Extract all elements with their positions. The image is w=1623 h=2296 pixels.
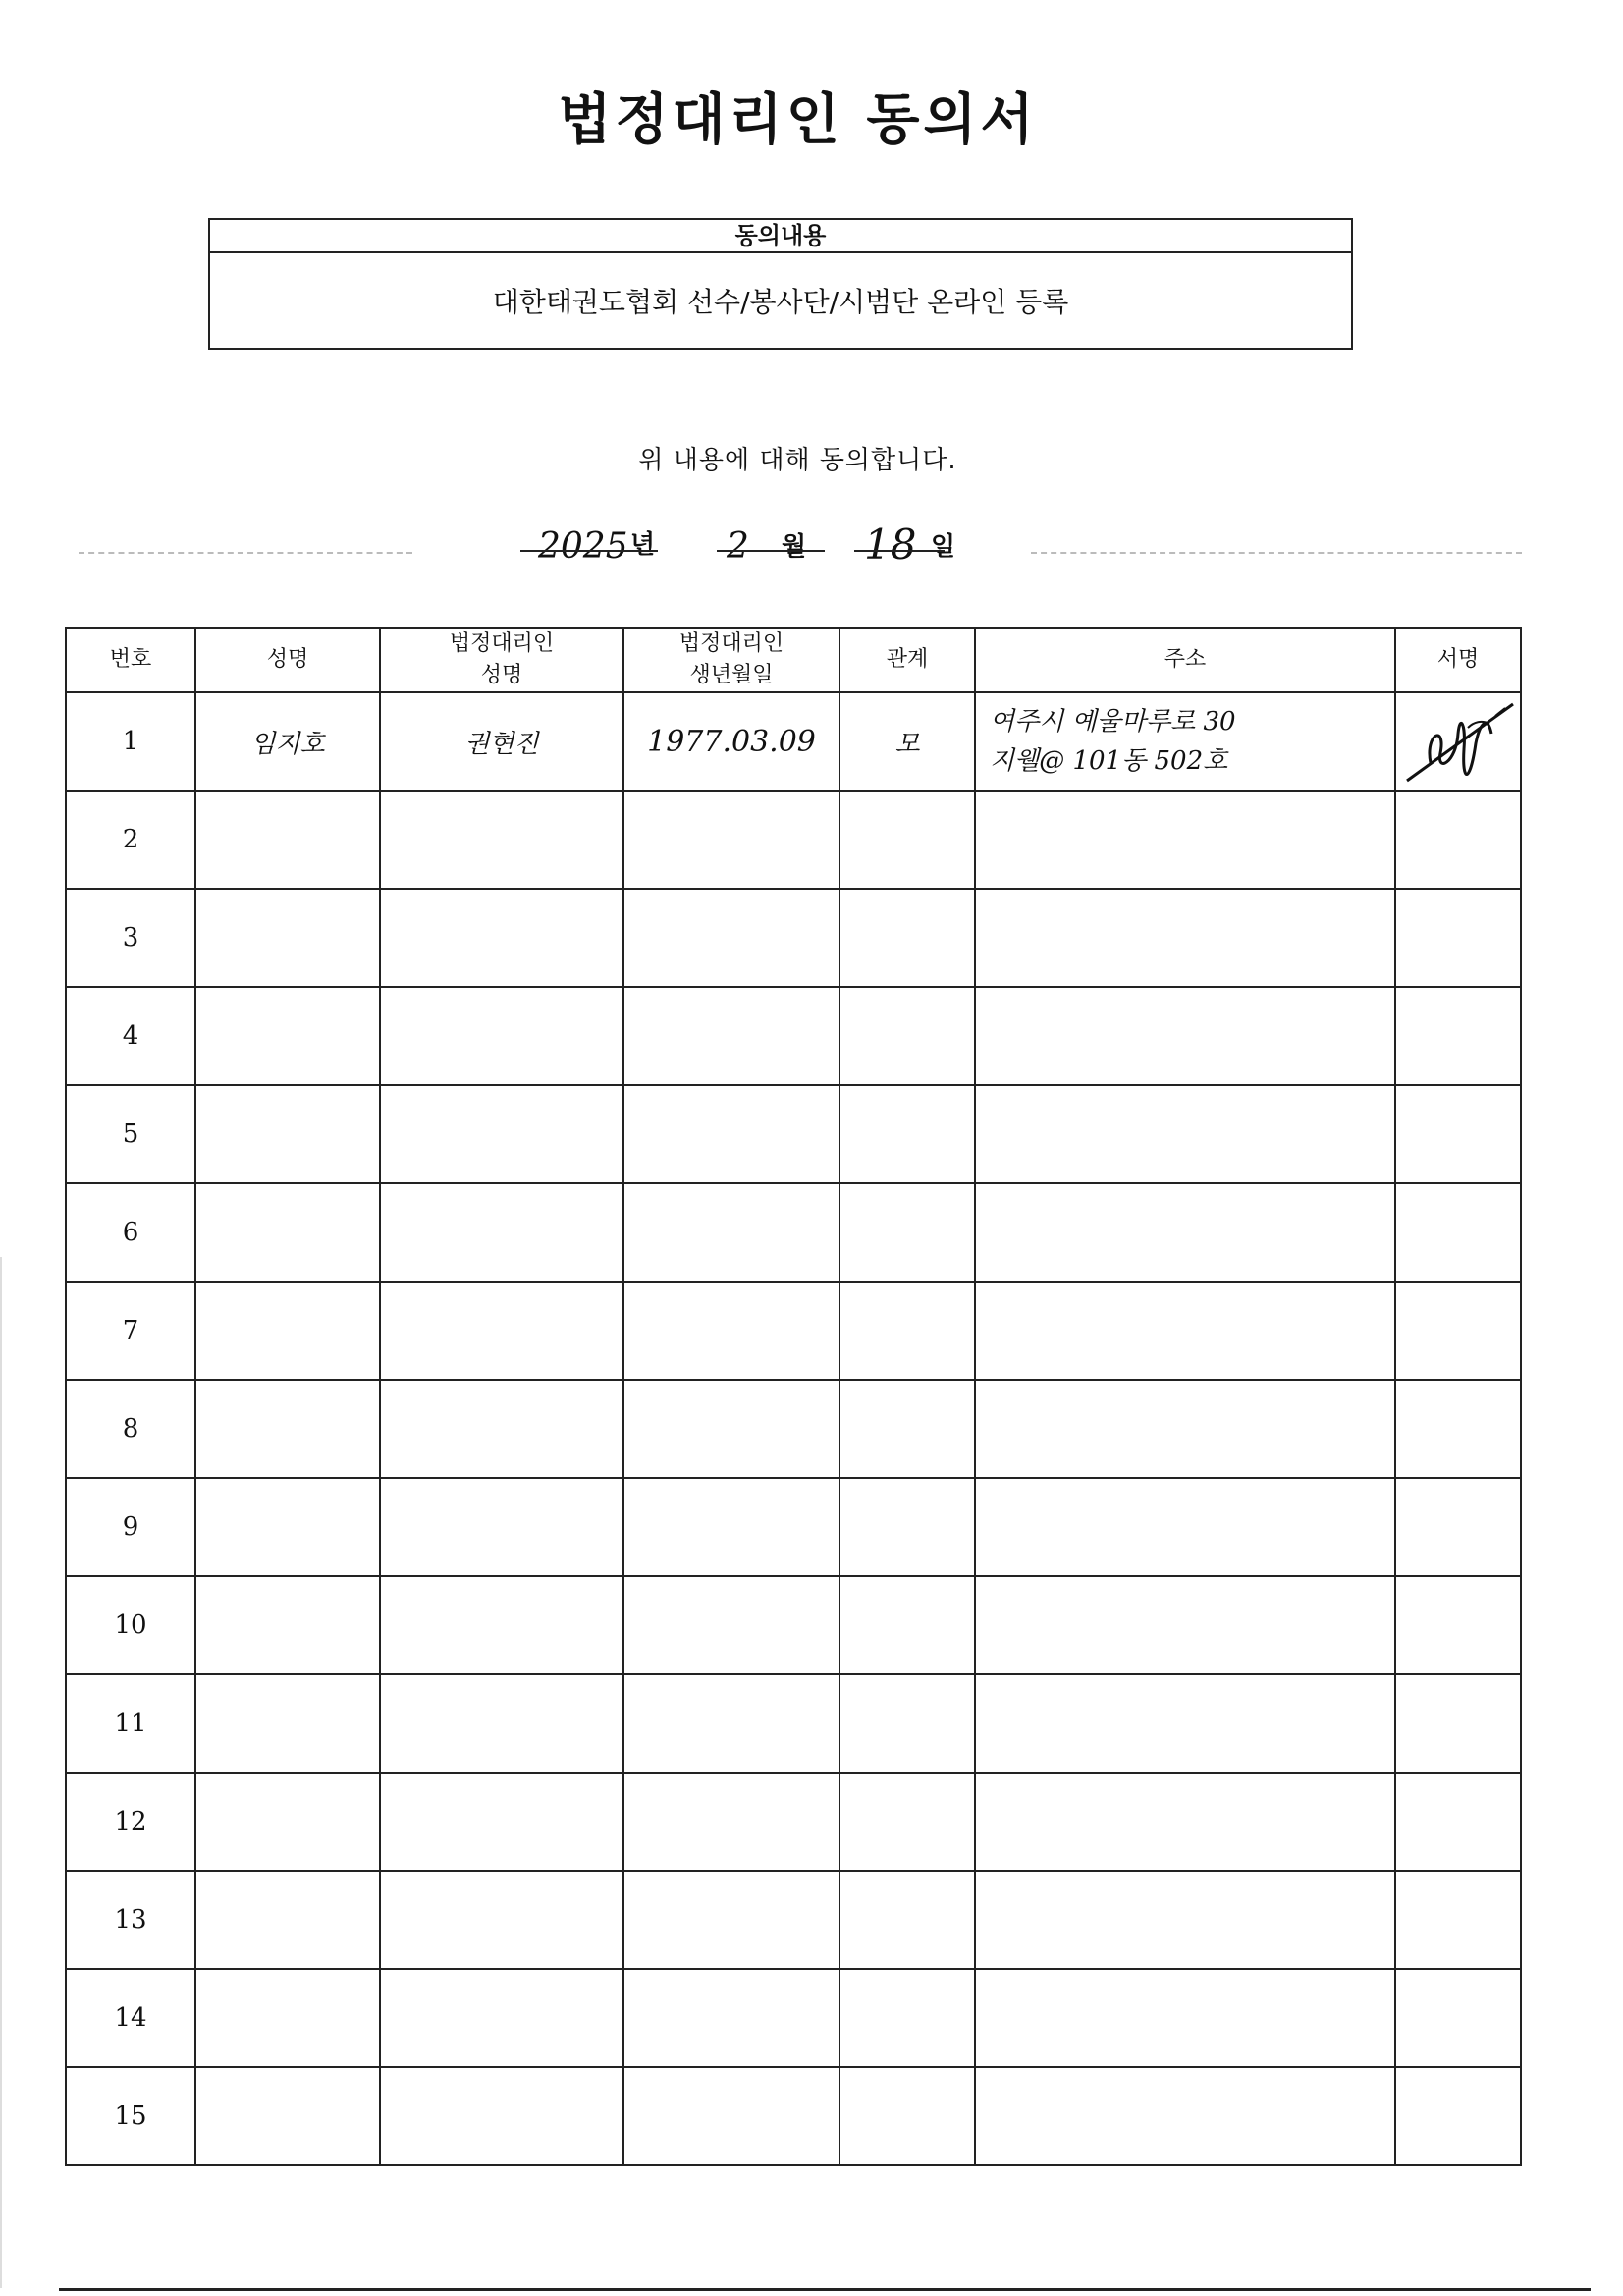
row-guardian-name: [380, 1282, 623, 1380]
row-address: [975, 1380, 1395, 1478]
date-day-label: 일: [931, 532, 956, 562]
header-guardian-name-line2: 성명: [480, 663, 523, 687]
row-guardian-birth: [623, 1282, 839, 1380]
row-address: [975, 987, 1395, 1085]
header-address: 주소: [975, 628, 1395, 692]
header-relation: 관계: [839, 628, 975, 692]
row-guardian-birth: [623, 987, 839, 1085]
row-address: [975, 791, 1395, 889]
row-signature: [1395, 1282, 1521, 1380]
row-guardian-name: [380, 1380, 623, 1478]
row-signature: [1395, 1969, 1521, 2067]
row-number: 5: [66, 1085, 195, 1183]
row-relation: 모: [839, 692, 975, 791]
signature-drawing: [1397, 694, 1519, 789]
table-row: [66, 1871, 1521, 1969]
row-name: [195, 1576, 380, 1674]
row-guardian-birth: [623, 1085, 839, 1183]
row-name: [195, 1183, 380, 1282]
row-address: [975, 889, 1395, 987]
date-month-handwritten: 2: [727, 526, 749, 567]
row-guardian-name: [380, 987, 623, 1085]
table-row: [66, 1674, 1521, 1773]
date-year-handwritten: 2025: [538, 526, 628, 567]
table-row: [66, 1380, 1521, 1478]
header-guardian-name-line1: 법정대리인: [449, 631, 555, 656]
row-name: [195, 1969, 380, 2067]
row-address: [975, 1085, 1395, 1183]
row-signature: [1395, 1478, 1521, 1576]
table-row: [66, 1576, 1521, 1674]
row-guardian-name: [380, 1478, 623, 1576]
row-number: 1: [66, 692, 195, 791]
consent-header: 동의내용: [210, 220, 1351, 253]
row-number: 10: [66, 1576, 195, 1674]
row-signature: [1395, 692, 1521, 791]
table-row: [66, 1773, 1521, 1871]
table-row: [66, 987, 1521, 1085]
registration-table: [65, 627, 1522, 2166]
row-signature: [1395, 1773, 1521, 1871]
row-number: 13: [66, 1871, 195, 1969]
row-guardian-name: [380, 1674, 623, 1773]
row-address: [975, 1674, 1395, 1773]
row-address: [975, 1282, 1395, 1380]
row-number: 3: [66, 889, 195, 987]
row-relation: [839, 1282, 975, 1380]
row-relation: [839, 987, 975, 1085]
agreement-statement: 위 내용에 대해 동의합니다.: [638, 446, 957, 475]
row-guardian-name: [380, 1871, 623, 1969]
row-address: [975, 1183, 1395, 1282]
row-relation: [839, 791, 975, 889]
row-relation: [839, 889, 975, 987]
table-row: [66, 1969, 1521, 2067]
row-number: 12: [66, 1773, 195, 1871]
row-name: [195, 1773, 380, 1871]
row-address: [975, 2067, 1395, 2165]
row-name: [195, 889, 380, 987]
row-relation: [839, 1674, 975, 1773]
row-address: [975, 1969, 1395, 2067]
row-address: [975, 1773, 1395, 1871]
row-address: [975, 692, 1395, 791]
date-day-handwritten: 18: [864, 520, 917, 569]
row-number: 9: [66, 1478, 195, 1576]
date-underline: [520, 550, 658, 552]
row-guardian-birth: [623, 889, 839, 987]
row-address-line1: 여주시 예울마루로 30: [990, 707, 1236, 737]
row-guardian-birth: [623, 1478, 839, 1576]
row-number: 15: [66, 2067, 195, 2165]
row-signature: [1395, 1674, 1521, 1773]
date-dashed-line: [1031, 552, 1522, 554]
row-signature: [1395, 1380, 1521, 1478]
row-relation: [839, 1380, 975, 1478]
signature-mark: [1396, 694, 1520, 789]
header-guardian-birth-line1: 법정대리인: [678, 631, 784, 656]
date-year-label: 년: [630, 530, 656, 560]
table-row: [66, 2067, 1521, 2165]
row-name: [195, 1478, 380, 1576]
row-signature: [1395, 2067, 1521, 2165]
table-row: [66, 692, 1521, 791]
row-number: 11: [66, 1674, 195, 1773]
row-address: [975, 1576, 1395, 1674]
row-signature: [1395, 987, 1521, 1085]
row-number: 6: [66, 1183, 195, 1282]
row-number: 14: [66, 1969, 195, 2067]
row-number: 4: [66, 987, 195, 1085]
header-guardian-birth: [623, 628, 839, 692]
table-row: [66, 1478, 1521, 1576]
row-name: [195, 1085, 380, 1183]
header-guardian-name: [380, 628, 623, 692]
row-guardian-name: [380, 889, 623, 987]
date-underline: [717, 550, 825, 552]
date-row: [0, 520, 1596, 579]
row-signature: [1395, 791, 1521, 889]
row-name: [195, 1871, 380, 1969]
row-number: 2: [66, 791, 195, 889]
row-relation: [839, 1871, 975, 1969]
row-address: [975, 1871, 1395, 1969]
row-guardian-birth: [623, 1674, 839, 1773]
row-guardian-birth: [623, 1380, 839, 1478]
table-row: [66, 1085, 1521, 1183]
row-name: [195, 791, 380, 889]
table-row: [66, 1183, 1521, 1282]
header-name: 성명: [195, 628, 380, 692]
table-row: [66, 791, 1521, 889]
date-dashed-line: [79, 552, 412, 554]
row-signature: [1395, 1183, 1521, 1282]
row-guardian-name: [380, 1773, 623, 1871]
consent-body: 대한태권도협회 선수/봉사단/시범단 온라인 등록: [492, 286, 1069, 318]
header-guardian-birth-line2: 생년월일: [689, 663, 774, 687]
row-relation: [839, 1085, 975, 1183]
row-guardian-name: [380, 1576, 623, 1674]
row-relation: [839, 1773, 975, 1871]
row-guardian-name: [380, 1183, 623, 1282]
row-signature: [1395, 1576, 1521, 1674]
header-signature: 서명: [1395, 628, 1521, 692]
row-signature: [1395, 889, 1521, 987]
header-no: 번호: [66, 628, 195, 692]
date-month-label: 월: [782, 532, 807, 562]
row-guardian-name: [380, 2067, 623, 2165]
row-relation: [839, 1969, 975, 2067]
row-guardian-name: [380, 791, 623, 889]
row-guardian-birth: [623, 1871, 839, 1969]
row-guardian-birth: [623, 1183, 839, 1282]
row-guardian-birth: [623, 2067, 839, 2165]
date-underline: [854, 550, 945, 552]
row-number: 7: [66, 1282, 195, 1380]
row-guardian-name: 권현진: [380, 692, 623, 791]
row-guardian-birth: [623, 1969, 839, 2067]
row-name: [195, 2067, 380, 2165]
row-guardian-birth: [623, 791, 839, 889]
row-relation: [839, 2067, 975, 2165]
row-signature: [1395, 1085, 1521, 1183]
row-relation: [839, 1576, 975, 1674]
scan-bottom-edge: [59, 2288, 1591, 2291]
row-name: [195, 1674, 380, 1773]
row-guardian-name: [380, 1969, 623, 2067]
table-header-row: [66, 628, 1521, 692]
row-name: [195, 987, 380, 1085]
row-guardian-name: [380, 1085, 623, 1183]
consent-box: [208, 218, 1353, 350]
row-address-line2: 지웰@ 101동 502호: [990, 746, 1228, 776]
table-row: [66, 889, 1521, 987]
table-row: [66, 1282, 1521, 1380]
document-title: 법정대리인 동의서: [558, 88, 1038, 152]
row-address: [975, 1478, 1395, 1576]
scan-edge: [0, 1257, 2, 2288]
row-number: 8: [66, 1380, 195, 1478]
row-guardian-birth: 1977.03.09: [623, 692, 839, 791]
row-signature: [1395, 1871, 1521, 1969]
row-name: [195, 1380, 380, 1478]
row-relation: [839, 1478, 975, 1576]
row-relation: [839, 1183, 975, 1282]
row-name: [195, 1282, 380, 1380]
row-name: 임지호: [195, 692, 380, 791]
row-guardian-birth: [623, 1773, 839, 1871]
row-guardian-birth: [623, 1576, 839, 1674]
